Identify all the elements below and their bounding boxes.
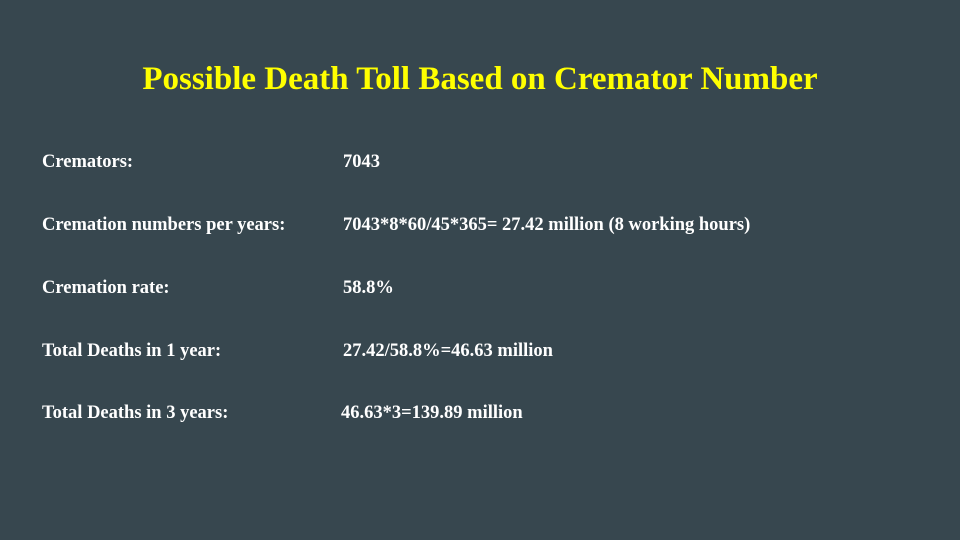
- row-label: Cremation rate:: [42, 278, 170, 298]
- slide-title: Possible Death Toll Based on Cremator Number: [142, 61, 818, 97]
- row-deaths-3-years: [0, 401, 960, 425]
- row-label: Cremation numbers per years:: [42, 215, 286, 235]
- row-deaths-1-year: [0, 339, 960, 363]
- row-value: 27.42/58.8%=46.63 million: [343, 341, 553, 361]
- row-cremation-rate: [0, 276, 960, 300]
- row-value: 46.63*3=139.89 million: [341, 403, 523, 423]
- row-label: Cremators:: [42, 152, 134, 172]
- row-cremation-numbers: [0, 213, 960, 237]
- row-value: 7043*8*60/45*365= 27.42 million (8 working hours): [343, 215, 751, 235]
- row-cremators: [0, 150, 960, 174]
- row-value: 7043: [343, 152, 380, 172]
- row-label: Total Deaths in 3 years:: [42, 403, 229, 423]
- row-value: 58.8%: [343, 278, 394, 298]
- row-label: Total Deaths in 1 year:: [42, 341, 222, 361]
